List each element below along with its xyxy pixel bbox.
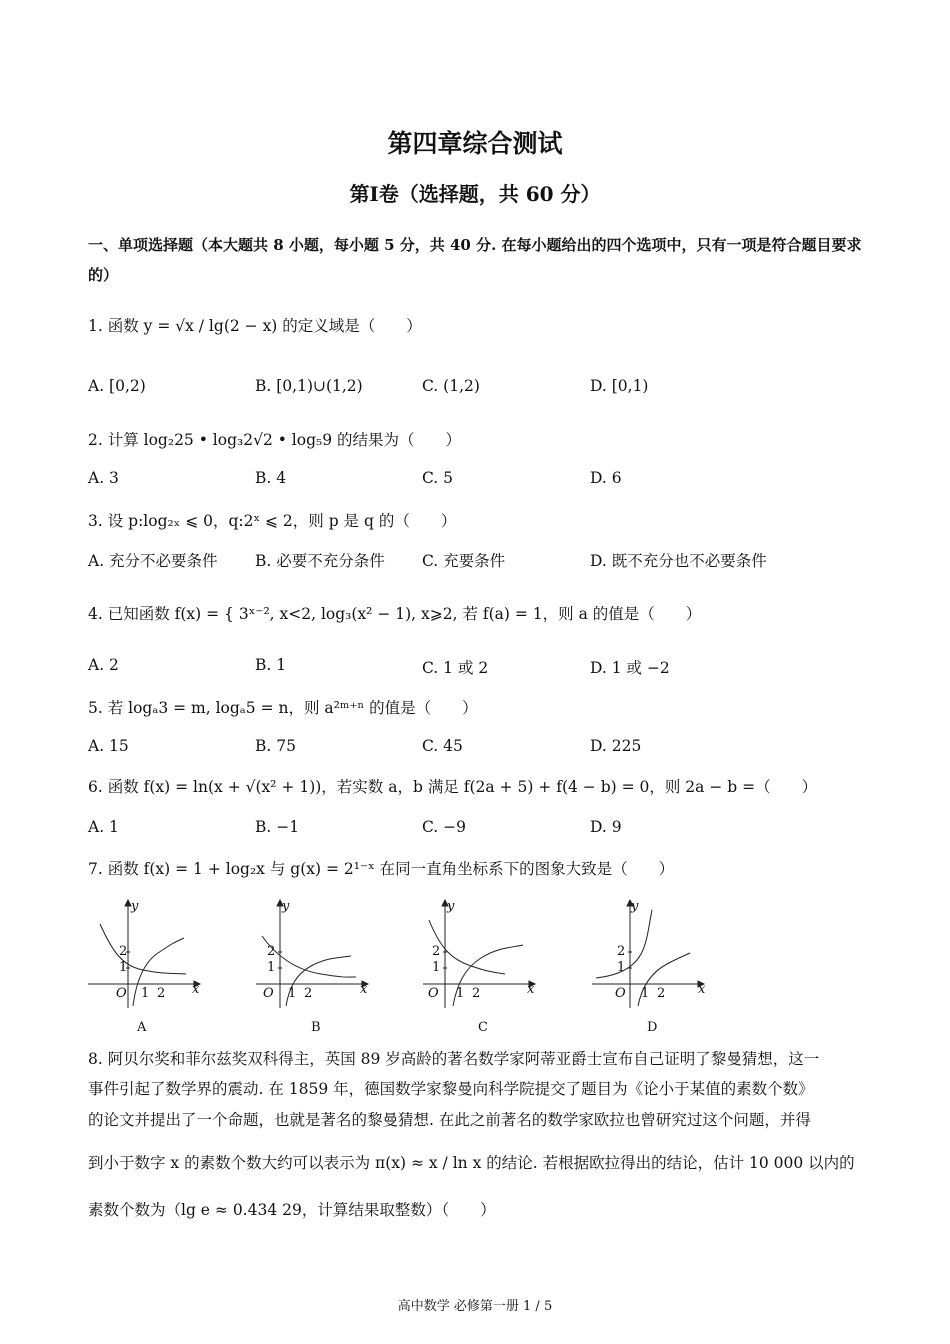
question-1-stem: 1. 函数 y = √x / lg(2 − x) 的定义域是（ ） xyxy=(88,317,422,335)
graph-d-tick-1: 1 xyxy=(617,960,626,975)
graph-c-x-label: x xyxy=(527,982,535,997)
question-8-line-1: 8. 阿贝尔奖和菲尔兹奖双科得主，英国 89 岁高龄的著名数学家阿蒂亚爵士宣布自己证明了黎曼猜想，这一 xyxy=(88,1050,820,1068)
graph-b-tick-1: 1 xyxy=(267,960,276,975)
graph-a-y-label: y xyxy=(131,899,139,914)
graph-b-origin: O xyxy=(263,986,274,1001)
graph-d-xtick-1: 1 xyxy=(641,986,650,1001)
graph-d-caption: D xyxy=(647,1020,658,1035)
graph-b-xtick-2: 2 xyxy=(304,986,313,1001)
graph-c-origin: O xyxy=(428,986,439,1001)
q5-option-c: C. 45 xyxy=(422,737,463,755)
q2-option-b: B. 4 xyxy=(255,469,287,487)
q1-option-c: C. (1,2) xyxy=(422,377,480,395)
page-title: 第四章综合测试 xyxy=(387,129,563,158)
question-8-line-2: 事件引起了数学界的震动. 在 1859 年，德国数学家黎曼向科学院提交了题目为《论小于某值的素数个数》 xyxy=(88,1080,814,1098)
graph-b-xtick-1: 1 xyxy=(288,986,297,1001)
graph-d-tick-2: 2 xyxy=(617,944,626,959)
graph-option-c xyxy=(423,898,543,1010)
graph-d-y-label: y xyxy=(631,899,639,914)
q4-option-d: D. 1 或 −2 xyxy=(590,659,670,677)
page-footer: 高中数学 必修第一册 1 / 5 xyxy=(397,1299,553,1314)
graph-option-d xyxy=(592,898,712,1010)
question-8-line-5: 素数个数为（lg e ≈ 0.434 29，计算结果取整数）（ ） xyxy=(88,1201,496,1219)
graph-a-tick-1: 1 xyxy=(119,960,128,975)
q4-option-a: A. 2 xyxy=(88,656,119,674)
q6-option-b: B. −1 xyxy=(255,818,300,836)
q2-option-d: D. 6 xyxy=(590,469,622,487)
q6-option-c: C. −9 xyxy=(422,818,467,836)
question-2-stem: 2. 计算 log₂25 • log₃2√2 • log₅9 的结果为（ ） xyxy=(88,431,462,449)
q2-option-c: C. 5 xyxy=(422,469,454,487)
question-5-stem: 5. 若 logₐ3 = m, logₐ5 = n，则 a²ᵐ⁺ⁿ 的值是（ ） xyxy=(88,699,478,717)
graph-c-tick-2: 2 xyxy=(432,944,441,959)
q2-option-a: A. 3 xyxy=(88,469,119,487)
graph-a-xtick-1: 1 xyxy=(141,986,150,1001)
graph-d-xtick-2: 2 xyxy=(657,986,666,1001)
graph-c-y-label: y xyxy=(447,899,455,914)
graph-c-xtick-1: 1 xyxy=(456,986,465,1001)
graph-b-tick-2: 2 xyxy=(267,944,276,959)
graph-c-xtick-2: 2 xyxy=(472,986,481,1001)
question-8-line-4: 到小于数字 x 的素数个数大约可以表示为 π(x) ≈ x / ln x 的结论. 若根据欧拉得出的结论，估计 10 000 以内的 xyxy=(88,1154,855,1172)
q1-option-a: A. [0,2) xyxy=(88,377,146,395)
q6-option-a: A. 1 xyxy=(88,818,119,836)
graph-c-caption: C xyxy=(478,1020,488,1035)
graph-d-origin: O xyxy=(615,986,626,1001)
q3-option-a: A. 充分不必要条件 xyxy=(88,552,218,570)
q5-option-b: B. 75 xyxy=(255,737,296,755)
question-3-stem: 3. 设 p:log₂ₓ ⩽ 0，q:2ˣ ⩽ 2，则 p 是 q 的（ ） xyxy=(88,512,457,530)
graph-b-y-label: y xyxy=(282,899,290,914)
graph-d-x-label: x xyxy=(698,982,706,997)
question-8-line-3: 的论文并提出了一个命题，也就是著名的黎曼猜想. 在此之前著名的数学家欧拉也曾研究过这个问题，并得 xyxy=(88,1111,811,1129)
graph-a-x-label: x xyxy=(192,982,200,997)
section-heading: 第Ⅰ卷（选择题，共 60 分） xyxy=(349,182,601,206)
graph-a-xtick-2: 2 xyxy=(157,986,166,1001)
q5-option-d: D. 225 xyxy=(590,737,642,755)
section-instructions: 一、单项选择题（本大题共 8 小题，每小题 5 分，共 40 分. 在每小题给出的四个选项中，只有一项是符合题目要求的） xyxy=(88,236,862,284)
graph-c-tick-1: 1 xyxy=(432,960,441,975)
graph-b-caption: B xyxy=(311,1020,321,1035)
q4-option-c: C. 1 或 2 xyxy=(422,659,489,677)
q3-option-d: D. 既不充分也不必要条件 xyxy=(590,552,767,570)
question-7-stem: 7. 函数 f(x) = 1 + log₂x 与 g(x) = 2¹⁻ˣ 在同一直角坐标系下的图象大致是（ ） xyxy=(88,860,675,878)
graph-a-origin: O xyxy=(116,986,127,1001)
q5-option-a: A. 15 xyxy=(88,737,129,755)
q6-option-d: D. 9 xyxy=(590,818,622,836)
q4-option-b: B. 1 xyxy=(255,656,287,674)
graph-a-caption: A xyxy=(137,1020,147,1035)
q1-option-d: D. [0,1) xyxy=(590,377,649,395)
q3-option-c: C. 充要条件 xyxy=(422,552,506,570)
graph-a-tick-2: 2 xyxy=(119,944,128,959)
q3-option-b: B. 必要不充分条件 xyxy=(255,552,385,570)
q1-option-b: B. [0,1)∪(1,2) xyxy=(255,377,363,395)
question-4-stem: 4. 已知函数 f(x) = { 3ˣ⁻², x<2, log₃(x² − 1), x⩾2, 若 f(a) = 1，则 a 的值是（ ） xyxy=(88,605,702,623)
graph-b-x-label: x xyxy=(360,982,368,997)
question-6-stem: 6. 函数 f(x) = ln(x + √(x² + 1))，若实数 a，b 满足 f(2a + 5) + f(4 − b) = 0，则 2a − b =（ ） xyxy=(88,778,818,796)
